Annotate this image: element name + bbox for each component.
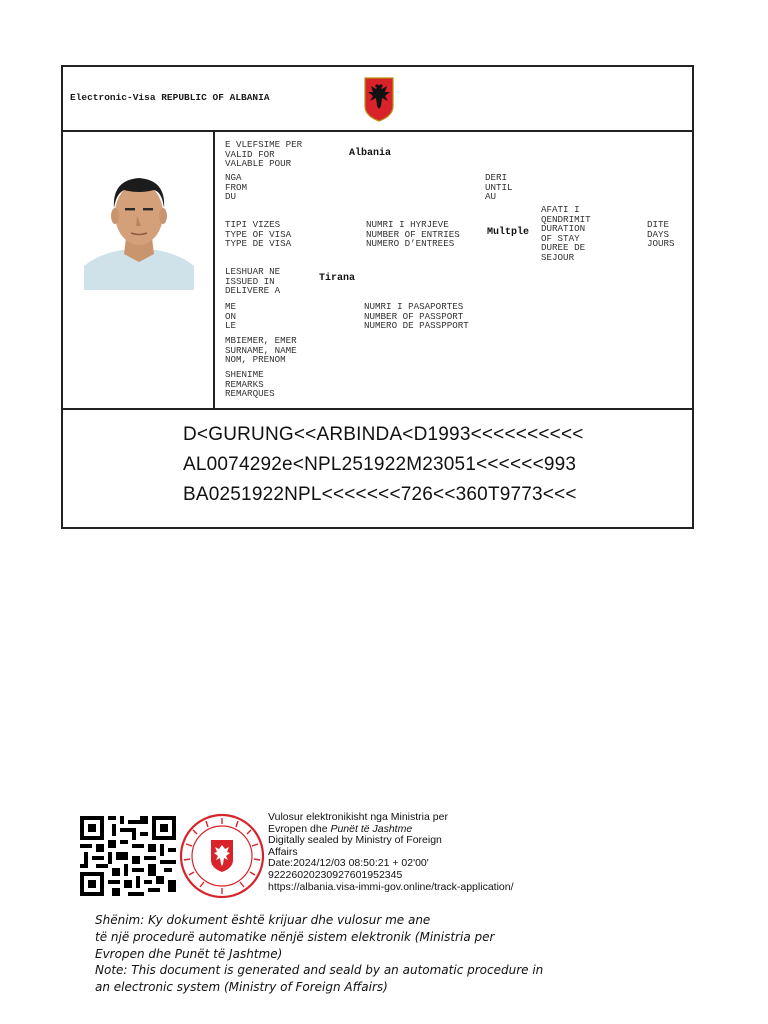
visa-fields bbox=[215, 130, 692, 408]
note-line-2: të një procedurë automatike nënjë sistem elektronik (Ministria per bbox=[95, 929, 495, 944]
days-label: DITE DAYS JOURS bbox=[647, 219, 675, 250]
mrz-line-3: BA0251922NPL<<<<<<<726<<360T9773<<< bbox=[183, 484, 577, 505]
seal-id: 92226020230927601952345 bbox=[268, 868, 403, 881]
document-note bbox=[95, 912, 543, 996]
seal-date: Date:2024/12/03 08:50:21 + 02'00' bbox=[268, 857, 429, 870]
seal-line-2-plain: Evropen dhe bbox=[268, 822, 331, 835]
albania-eagle-emblem-icon bbox=[363, 76, 395, 122]
name-label: MBIEMER, EMER SURNAME, NAME NOM, PRENOM bbox=[225, 335, 297, 366]
seal-line-3: Digitally sealed by Ministry of Foreign bbox=[268, 834, 442, 847]
until-label: DERI UNTIL AU bbox=[485, 172, 513, 203]
applicant-photo bbox=[84, 158, 194, 290]
from-label: NGA FROM DU bbox=[225, 172, 248, 203]
issued-label: LESHUAR NE ISSUED IN DELIVERE A bbox=[225, 266, 281, 297]
valid-for-value: Albania bbox=[349, 148, 392, 159]
duration-label: AFATI I QENDRIMIT DURATION OF STAY DUREE DE SEJOUR bbox=[541, 204, 591, 263]
qr-code-icon[interactable] bbox=[80, 816, 176, 896]
seal-line-2-italic: Punët të Jashtme bbox=[330, 822, 413, 835]
seal-line-4: Affairs bbox=[268, 845, 298, 858]
digital-seal-text bbox=[268, 812, 568, 893]
mrz-line-1: D<GURUNG<<ARBINDA<D1993<<<<<<<<<< bbox=[183, 424, 584, 445]
visa-type-label: TIPI VIZES TYPE OF VISA TYPE DE VISA bbox=[225, 219, 292, 250]
valid-for-label: E VLEFSIME PER VALID FOR VALABLE POUR bbox=[225, 139, 303, 170]
passport-label: NUMRI I PASAPORTES NUMBER OF PASSPORT NUMERO DE PASSPPORT bbox=[364, 301, 469, 332]
photo-cell bbox=[63, 130, 215, 408]
mrz-zone bbox=[63, 408, 692, 531]
note-line-3: Evropen dhe Punët të Jashtme) bbox=[95, 946, 283, 961]
issued-value: Tirana bbox=[319, 273, 356, 284]
entries-value: Multple bbox=[487, 227, 530, 238]
mrz-line-2: AL0074292e<NPL251922M23051<<<<<<993 bbox=[183, 454, 577, 475]
track-application-link[interactable]: https://albania.visa-immi-gov.online/track-application/ bbox=[268, 880, 514, 893]
seal-line-1: Vulosur elektronikisht nga Ministria per bbox=[268, 811, 448, 823]
note-line-4: Note: This document is generated and seald by an automatic procedure in bbox=[95, 963, 544, 978]
visa-title: Electronic-Visa REPUBLIC OF ALBANIA bbox=[70, 92, 270, 103]
note-line-5: an electronic system (Ministry of Foreign Affairs) bbox=[95, 980, 388, 995]
note-line-1: Shënim: Ky dokument është krijuar dhe vulosur me ane bbox=[95, 913, 431, 927]
on-label: ME ON LE bbox=[225, 301, 237, 332]
visa-sticker bbox=[61, 65, 694, 529]
visa-header bbox=[63, 67, 692, 132]
remarks-label: SHENIME REMARKS REMARQUES bbox=[225, 369, 275, 400]
ministry-seal-stamp-icon bbox=[178, 812, 266, 900]
entries-label: NUMRI I HYRJEVE NUMBER OF ENTRIES NUMERO D’ENTREES bbox=[366, 219, 460, 250]
